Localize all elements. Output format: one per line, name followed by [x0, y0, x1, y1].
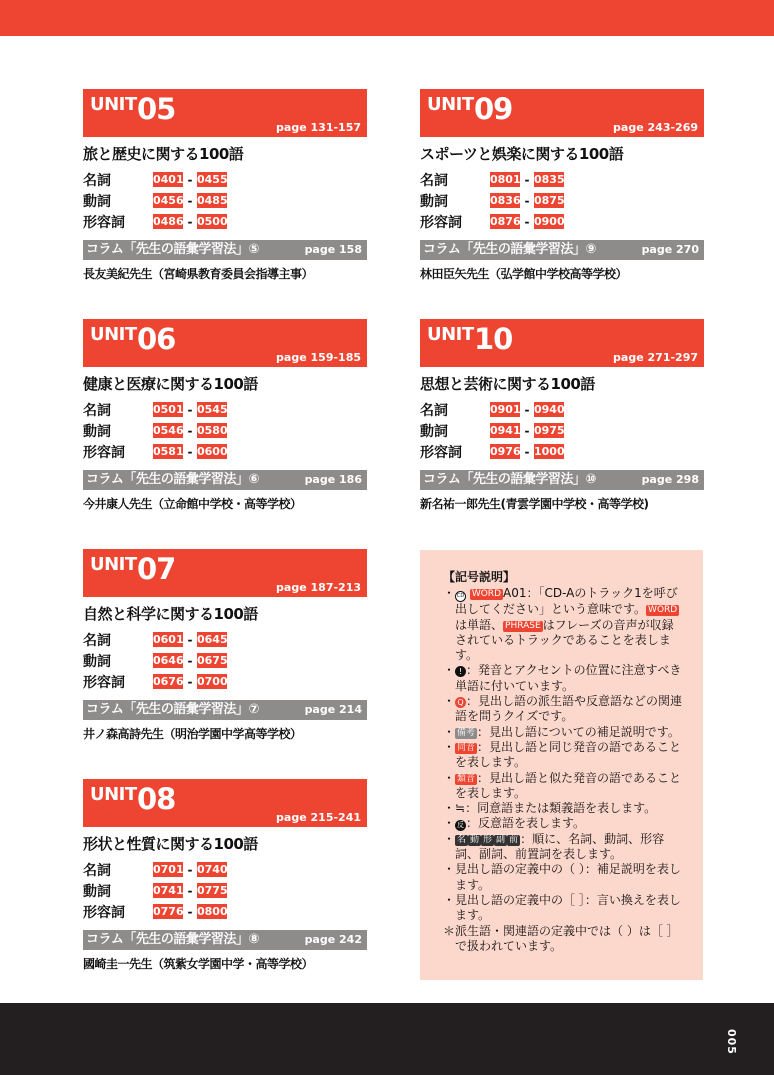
- range-row: [83, 420, 367, 441]
- part-of-speech-label: 動詞: [83, 653, 111, 670]
- range-start: 0776: [153, 905, 184, 918]
- unit-header: [83, 779, 367, 827]
- range-end: 0740: [197, 863, 228, 876]
- column-title: コラム「先生の語彙学習法」⑥: [86, 472, 259, 487]
- range-end: 0775: [197, 884, 228, 897]
- word-ranges: [83, 859, 367, 922]
- unit-title: 旅と歴史に関する100語: [83, 145, 244, 163]
- unit-page-range: page 159-185: [276, 351, 361, 364]
- phrase-tag-icon: PHRASE: [505, 620, 541, 631]
- unit-title: 自然と科学に関する100語: [83, 605, 258, 623]
- page-number: 005: [725, 1029, 738, 1055]
- column-bar: [420, 470, 704, 490]
- unit-number: 07: [137, 552, 176, 586]
- legend-item-homophone: ・ 同音 ：見出し語と同じ発音の語であることを表します。: [443, 739, 682, 770]
- range-row: [420, 420, 704, 441]
- column-teacher: 林田臣矢先生（弘学館中学校高等学校）: [420, 267, 628, 281]
- range-separator: -: [187, 862, 193, 877]
- part-of-speech-label: 形容詞: [420, 444, 462, 461]
- unit-number: 08: [137, 782, 176, 816]
- range-row: [83, 211, 367, 232]
- unit-header: [83, 89, 367, 137]
- unit-label: UNIT: [90, 324, 137, 345]
- range-row: [420, 211, 704, 232]
- word-ranges: [420, 399, 704, 462]
- range-start: 0801: [490, 173, 521, 186]
- unit-block: [83, 89, 367, 282]
- unit-title: 形状と性質に関する100語: [83, 835, 258, 853]
- unit-number: 10: [474, 322, 513, 356]
- unit-label: UNIT: [90, 94, 137, 115]
- note-tag-icon: 備考: [457, 727, 476, 738]
- range-end: 0600: [197, 445, 228, 458]
- range-row: [83, 169, 367, 190]
- range-start: 0646: [153, 654, 184, 667]
- range-separator: -: [524, 172, 530, 187]
- legend-item-antonym: ・ 反 ：反意語を表します。: [443, 816, 586, 831]
- range-separator: -: [187, 193, 193, 208]
- antonym-icon: 反: [457, 821, 464, 830]
- range-separator: -: [187, 674, 193, 689]
- word-ranges: [83, 399, 367, 462]
- column-page: page 270: [641, 243, 699, 256]
- part-of-speech-label: 動詞: [83, 423, 111, 440]
- part-of-speech-label: 名詞: [83, 402, 111, 419]
- legend-item-pos: ・ 名 動 形 副 前 ：順に、名詞、動詞、形容詞、副詞、前置詞を表します。: [443, 831, 665, 862]
- column-teacher: 國崎圭一先生（筑紫女学園中学・高等学校）: [83, 957, 314, 971]
- range-start: 0581: [153, 445, 184, 458]
- column-teacher: 井ノ森高詩先生（明治学園中学高等学校）: [83, 727, 302, 741]
- footer-bar: [0, 1003, 774, 1075]
- range-row: [83, 399, 367, 420]
- unit-label: UNIT: [90, 784, 137, 805]
- column-page: page 158: [304, 243, 362, 256]
- range-row: [420, 190, 704, 211]
- range-separator: -: [524, 214, 530, 229]
- range-row: [83, 190, 367, 211]
- unit-title: 健康と医療に関する100語: [83, 375, 258, 393]
- range-separator: -: [187, 904, 193, 919]
- unit-label: UNIT: [90, 554, 137, 575]
- legend-item-note: ・ 備考 ：見出し語についての補足説明です。: [443, 724, 680, 739]
- column-title: コラム「先生の語彙学習法」⑩: [423, 472, 596, 487]
- range-start: 0876: [490, 215, 521, 228]
- range-separator: -: [524, 423, 530, 438]
- column-page: page 186: [304, 473, 362, 486]
- range-row: [420, 441, 704, 462]
- legend-item-quiz: ・ Q ：見出し語の派生語や反意語などの関連語を問うクイズです。: [443, 694, 683, 724]
- unit-block: [420, 319, 704, 512]
- range-row: [420, 399, 704, 420]
- unit-block: [83, 319, 367, 512]
- range-start: 0501: [153, 403, 184, 416]
- part-of-speech-label: 形容詞: [83, 904, 125, 921]
- legend-item-similar-sound: ・ 類音 ：見出し語と似た発音の語であることを表します。: [443, 770, 682, 800]
- unit-header: [420, 319, 704, 367]
- symbol-legend: [420, 550, 703, 980]
- unit-number: 05: [137, 92, 176, 126]
- part-of-speech-label: 名詞: [83, 172, 111, 189]
- range-start: 0976: [490, 445, 521, 458]
- part-of-speech-label: 動詞: [420, 423, 448, 440]
- range-end: 0835: [534, 173, 565, 186]
- column-title: コラム「先生の語彙学習法」⑤: [86, 242, 259, 257]
- part-of-speech-label: 形容詞: [83, 214, 125, 231]
- unit-block: [83, 549, 367, 742]
- range-start: 0456: [153, 194, 184, 207]
- column-bar: [83, 930, 367, 950]
- unit-title: 思想と芸術に関する100語: [420, 375, 595, 393]
- range-end: 1000: [534, 445, 565, 458]
- part-of-speech-label: 形容詞: [83, 674, 125, 691]
- homophone-tag-icon: 同音: [457, 742, 476, 753]
- column-title: コラム「先生の語彙学習法」⑦: [86, 702, 259, 717]
- column-page: page 214: [304, 703, 362, 716]
- range-end: 0875: [534, 194, 565, 207]
- range-end: 0675: [197, 654, 228, 667]
- range-separator: -: [524, 193, 530, 208]
- preposition-tag-icon: 前: [509, 834, 519, 845]
- unit-label: UNIT: [427, 324, 474, 345]
- column-teacher: 今井康人先生（立命館中学校・高等学校）: [83, 497, 302, 511]
- word-ranges: [83, 629, 367, 692]
- range-end: 0800: [197, 905, 228, 918]
- range-separator: -: [187, 883, 193, 898]
- range-row: [83, 629, 367, 650]
- column-bar: [83, 240, 367, 260]
- range-end: 0975: [534, 424, 565, 437]
- cd-icon: CD: [455, 591, 466, 602]
- quiz-icon: Q: [455, 697, 466, 708]
- column-page: page 298: [641, 473, 699, 486]
- range-start: 0546: [153, 424, 184, 437]
- column-teacher: 新名祐一郎先生(青雲学園中学校・高等学校): [420, 497, 649, 511]
- range-start: 0836: [490, 194, 521, 207]
- range-start: 0601: [153, 633, 184, 646]
- column-page: page 242: [304, 933, 362, 946]
- legend-title: 【記号説明】: [443, 570, 516, 584]
- part-of-speech-label: 動詞: [420, 193, 448, 210]
- range-end: 0700: [197, 675, 228, 688]
- unit-header: [83, 319, 367, 367]
- legend-item-cd: ・ CD WORD A01：「CD-Aのトラック1を呼び出してください」という意味です。 WORDは単語、 PHRASE はフレーズの音声が収録されているトラックであることを表します。: [443, 586, 678, 663]
- range-row: [83, 650, 367, 671]
- legend-item-brackets: ・ 見出し語の定義中の［ ］：言い換えを表します。: [443, 892, 681, 923]
- range-end: 0500: [197, 215, 228, 228]
- column-title: コラム「先生の語彙学習法」⑧: [86, 932, 259, 947]
- range-separator: -: [524, 402, 530, 417]
- range-end: 0940: [534, 403, 565, 416]
- part-of-speech-label: 形容詞: [420, 214, 462, 231]
- range-end: 0645: [197, 633, 228, 646]
- range-separator: -: [187, 402, 193, 417]
- range-separator: -: [187, 444, 193, 459]
- column-bar: [83, 470, 367, 490]
- range-separator: -: [187, 214, 193, 229]
- similar-sound-tag-icon: 類音: [457, 773, 476, 784]
- legend-item-synonym: ・ ≒：同意語または類義語を表します。: [443, 801, 657, 816]
- range-row: [83, 880, 367, 901]
- range-start: 0676: [153, 675, 184, 688]
- word-ranges: [83, 169, 367, 232]
- unit-number: 09: [474, 92, 513, 126]
- range-end: 0485: [197, 194, 228, 207]
- part-of-speech-label: 名詞: [83, 862, 111, 879]
- range-end: 0545: [197, 403, 228, 416]
- unit-block: [420, 89, 704, 282]
- range-row: [83, 901, 367, 922]
- unit-header: [420, 89, 704, 137]
- part-of-speech-label: 名詞: [420, 402, 448, 419]
- word-ranges: [420, 169, 704, 232]
- unit-page-range: page 271-297: [613, 351, 698, 364]
- range-start: 0941: [490, 424, 521, 437]
- part-of-speech-label: 名詞: [420, 172, 448, 189]
- part-of-speech-label: 形容詞: [83, 444, 125, 461]
- range-row: [420, 169, 704, 190]
- range-start: 0741: [153, 884, 184, 897]
- range-end: 0900: [534, 215, 565, 228]
- range-end: 0455: [197, 173, 228, 186]
- word-tag-icon: WORD: [648, 605, 678, 616]
- unit-block: [83, 779, 367, 972]
- range-start: 0401: [153, 173, 184, 186]
- column-bar: [420, 240, 704, 260]
- range-separator: -: [187, 172, 193, 187]
- unit-page-range: page 187-213: [276, 581, 361, 594]
- verb-tag-icon: 動: [470, 834, 480, 845]
- range-row: [83, 671, 367, 692]
- legend-item-pronunciation: ・ ! ：発音とアクセントの位置に注意すべき単語に付いています。: [443, 663, 682, 693]
- header-bar: [0, 0, 774, 36]
- column-bar: [83, 700, 367, 720]
- part-of-speech-label: 動詞: [83, 193, 111, 210]
- part-of-speech-label: 動詞: [83, 883, 111, 900]
- adjective-tag-icon: 形: [483, 834, 493, 845]
- range-separator: -: [187, 653, 193, 668]
- range-start: 0486: [153, 215, 184, 228]
- range-start: 0901: [490, 403, 521, 416]
- range-separator: -: [187, 632, 193, 647]
- adverb-tag-icon: 副: [496, 834, 506, 845]
- range-end: 0580: [197, 424, 228, 437]
- part-of-speech-label: 名詞: [83, 632, 111, 649]
- legend-item-derivatives: ＊ 派生語・関連語の定義中では（ ）は［ ］で扱われています。: [443, 923, 679, 953]
- column-title: コラム「先生の語彙学習法」⑨: [423, 242, 596, 257]
- unit-title: スポーツと娯楽に関する100語: [420, 145, 624, 163]
- unit-header: [83, 549, 367, 597]
- range-separator: -: [524, 444, 530, 459]
- legend-item-parentheses: ・ 見出し語の定義中の（ ）：補足説明を表します。: [443, 862, 681, 892]
- column-teacher: 長友美紀先生（宮崎県教育委員会指導主事）: [83, 267, 314, 281]
- range-start: 0701: [153, 863, 184, 876]
- noun-tag-icon: 名: [457, 834, 467, 845]
- range-row: [83, 859, 367, 880]
- range-row: [83, 441, 367, 462]
- unit-number: 06: [137, 322, 176, 356]
- exclamation-icon: !: [455, 666, 466, 677]
- word-tag-icon: WORD: [471, 589, 501, 600]
- unit-page-range: page 215-241: [276, 811, 361, 824]
- unit-label: UNIT: [427, 94, 474, 115]
- unit-page-range: page 131-157: [276, 121, 361, 134]
- range-separator: -: [187, 423, 193, 438]
- unit-page-range: page 243-269: [613, 121, 698, 134]
